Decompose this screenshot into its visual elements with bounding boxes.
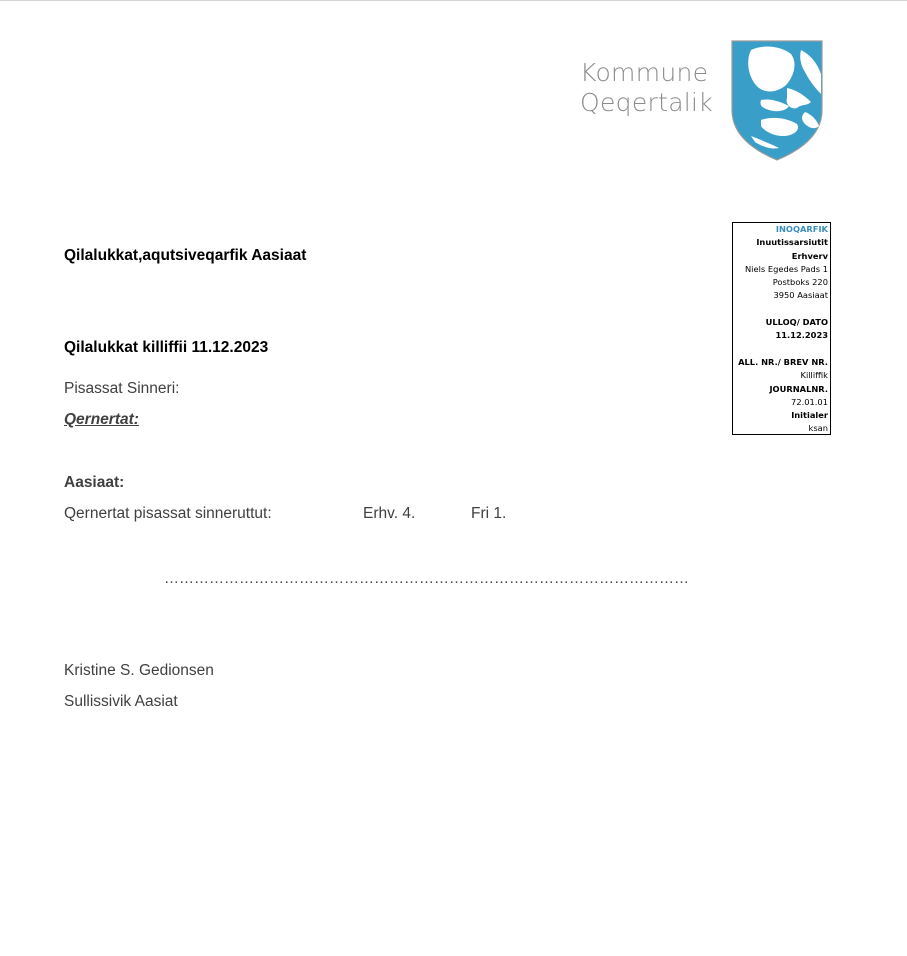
logo-text-line-1: Kommune xyxy=(580,58,709,87)
address-line-4: Postboks 220 xyxy=(772,277,828,288)
department-label: INOQARFIK xyxy=(775,224,828,234)
spacer xyxy=(733,303,828,316)
coat-of-arms-icon xyxy=(731,40,823,161)
municipality-logo-text xyxy=(580,58,713,118)
quota-row-label: Qernertat pisassat sinneruttut: xyxy=(64,505,272,522)
journal-label: JOURNALNR. xyxy=(769,383,828,394)
dotted-separator: …………………………………………………………………………………………… xyxy=(164,570,689,587)
date-value: 11.12.2023 xyxy=(775,330,828,341)
address-line-3: Niels Egedes Pads 1 xyxy=(744,263,828,274)
address-line-5: 3950 Aasiaat xyxy=(773,290,828,301)
page-top-border xyxy=(0,0,907,1)
journal-value: 72.01.01 xyxy=(791,396,828,407)
spacer xyxy=(733,343,828,356)
reference-info-box xyxy=(732,222,831,435)
address-line-2: Erhverv xyxy=(791,250,828,261)
signer-name: Kristine S. Gedionsen xyxy=(64,662,214,679)
quota-value-leisure: Fri 1. xyxy=(471,505,507,522)
document-heading: Qilalukkat,aqutsiveqarfik Aasiaat xyxy=(64,247,307,264)
reference-value: Killiffik xyxy=(800,370,828,381)
intro-text: Pisassat Sinneri: xyxy=(64,380,180,397)
signer-place: Sullissivik Aasiat xyxy=(64,693,178,710)
logo-text-line-2: Qeqertalik xyxy=(580,88,714,117)
document-subject: Qilalukkat killiffii 11.12.2023 xyxy=(64,339,269,356)
address-line-1: Inuutissarsiutit xyxy=(756,237,828,248)
reference-label: ALL. NR./ BREV NR. xyxy=(738,356,828,367)
section-heading: Qernertat: xyxy=(64,411,139,428)
date-label: ULLOQ/ DATO xyxy=(765,317,828,328)
initials-value: ksan xyxy=(808,423,828,434)
quota-value-commercial: Erhv. 4. xyxy=(363,505,416,522)
initials-label: Initialer xyxy=(791,410,828,421)
place-heading: Aasiaat: xyxy=(64,474,125,491)
